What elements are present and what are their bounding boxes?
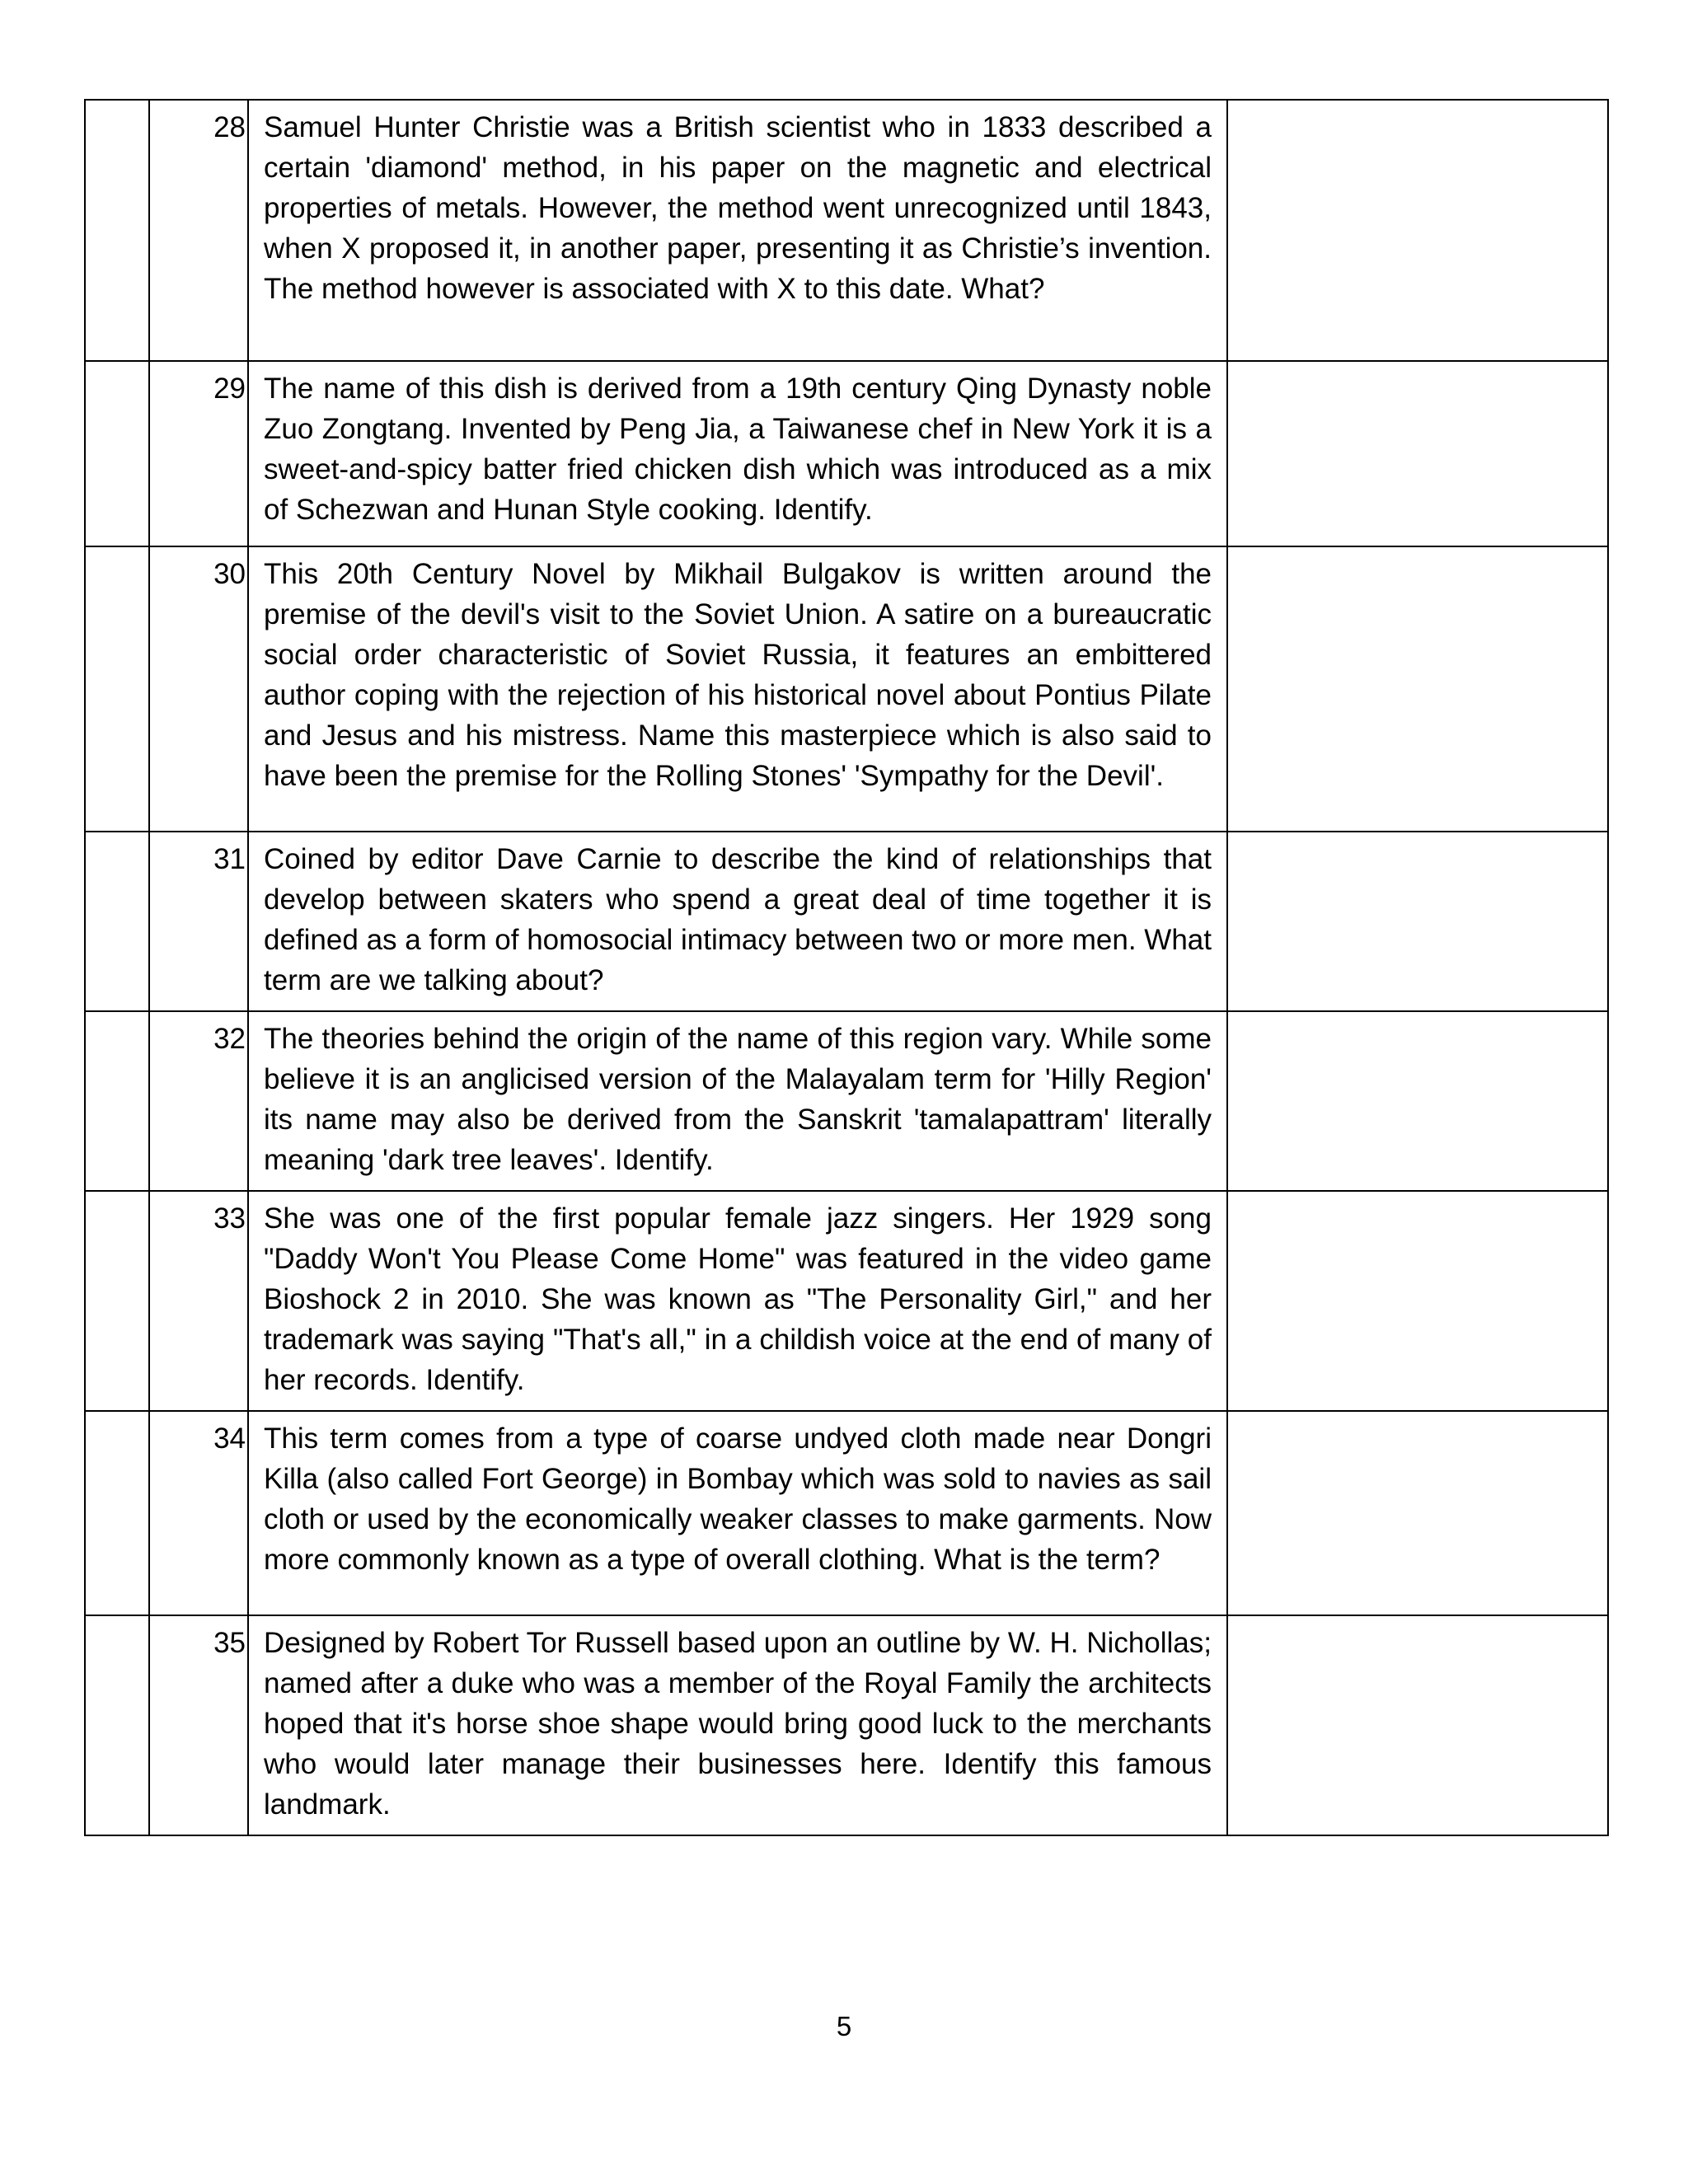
question-number: 31 [149, 832, 248, 1011]
answer-cell [1227, 1191, 1608, 1411]
question-text: Coined by editor Dave Carnie to describe the kind of relationships that develop between skaters who spend a great deal of time together it is defined as a form of homosocial intimacy between two or more men. What term are we talking about? [248, 832, 1227, 1011]
question-text: The name of this dish is derived from a 19th century Qing Dynasty noble Zuo Zongtang. Invented by Peng Jia, a Taiwanese chef in New York it is a sweet-and-spicy batter fried chicken dish which was introduced as a mix of Schezwan and Hunan Style cooking. Identify. [248, 361, 1227, 546]
answer-cell [1227, 100, 1608, 361]
question-number: 32 [149, 1011, 248, 1191]
question-text: Designed by Robert Tor Russell based upon an outline by W. H. Nichollas; named after a duke who was a member of the Royal Family the architects hoped that it's horse shoe shape would bring good luck to the merchants who would later manage their businesses here. Identify this famous landmark. [248, 1615, 1227, 1835]
question-number: 33 [149, 1191, 248, 1411]
question-text: This term comes from a type of coarse undyed cloth made near Dongri Killa (also called Fort George) in Bombay which was sold to navies as sail cloth or used by the economically weaker classes to make garments. Now more commonly known as a type of overall clothing. What is the term? [248, 1411, 1227, 1615]
quiz-table [84, 99, 1609, 1836]
blank-cell [85, 1191, 149, 1411]
question-row-31 [85, 832, 1608, 1011]
question-row-35 [85, 1615, 1608, 1835]
question-text: This 20th Century Novel by Mikhail Bulgakov is written around the premise of the devil's visit to the Soviet Union. A satire on a bureaucratic social order characteristic of Soviet Russia, it features an embittered author coping with the rejection of his historical novel about Pontius Pilate and Jesus and his mistress. Name this masterpiece which is also said to have been the premise for the Rolling Stones' 'Sympathy for the Devil'. [248, 546, 1227, 832]
question-number: 28 [149, 100, 248, 361]
question-row-30 [85, 546, 1608, 832]
question-row-29 [85, 361, 1608, 546]
answer-cell [1227, 1011, 1608, 1191]
question-number: 35 [149, 1615, 248, 1835]
question-number: 29 [149, 361, 248, 546]
answer-cell [1227, 1615, 1608, 1835]
question-text: She was one of the first popular female jazz singers. Her 1929 song "Daddy Won't You Please Come Home" was featured in the video game Bioshock 2 in 2010. She was known as "The Personality Girl," and her trademark was saying "That's all," in a childish voice at the end of many of her records. Identify. [248, 1191, 1227, 1411]
blank-cell [85, 100, 149, 361]
question-text: Samuel Hunter Christie was a British scientist who in 1833 described a certain 'diamond' method, in his paper on the magnetic and electrical properties of metals. However, the method went unrecognized until 1843, when X proposed it, in another paper, presenting it as Christie’s invention. The method however is associated with X to this date. What? [248, 100, 1227, 361]
blank-cell [85, 1411, 149, 1615]
question-row-28 [85, 100, 1608, 361]
answer-cell [1227, 1411, 1608, 1615]
question-number: 30 [149, 546, 248, 832]
blank-cell [85, 832, 149, 1011]
blank-cell [85, 546, 149, 832]
question-number: 34 [149, 1411, 248, 1615]
blank-cell [85, 361, 149, 546]
question-row-34 [85, 1411, 1608, 1615]
blank-cell [85, 1615, 149, 1835]
blank-cell [85, 1011, 149, 1191]
answer-cell [1227, 546, 1608, 832]
question-text: The theories behind the origin of the name of this region vary. While some believe it is an anglicised version of the Malayalam term for 'Hilly Region' its name may also be derived from the Sanskrit 'tamalapattram' literally meaning 'dark tree leaves'. Identify. [248, 1011, 1227, 1191]
answer-cell [1227, 832, 1608, 1011]
question-row-33 [85, 1191, 1608, 1411]
answer-cell [1227, 361, 1608, 546]
page-number: 5 [836, 2011, 852, 2041]
question-row-32 [85, 1011, 1608, 1191]
